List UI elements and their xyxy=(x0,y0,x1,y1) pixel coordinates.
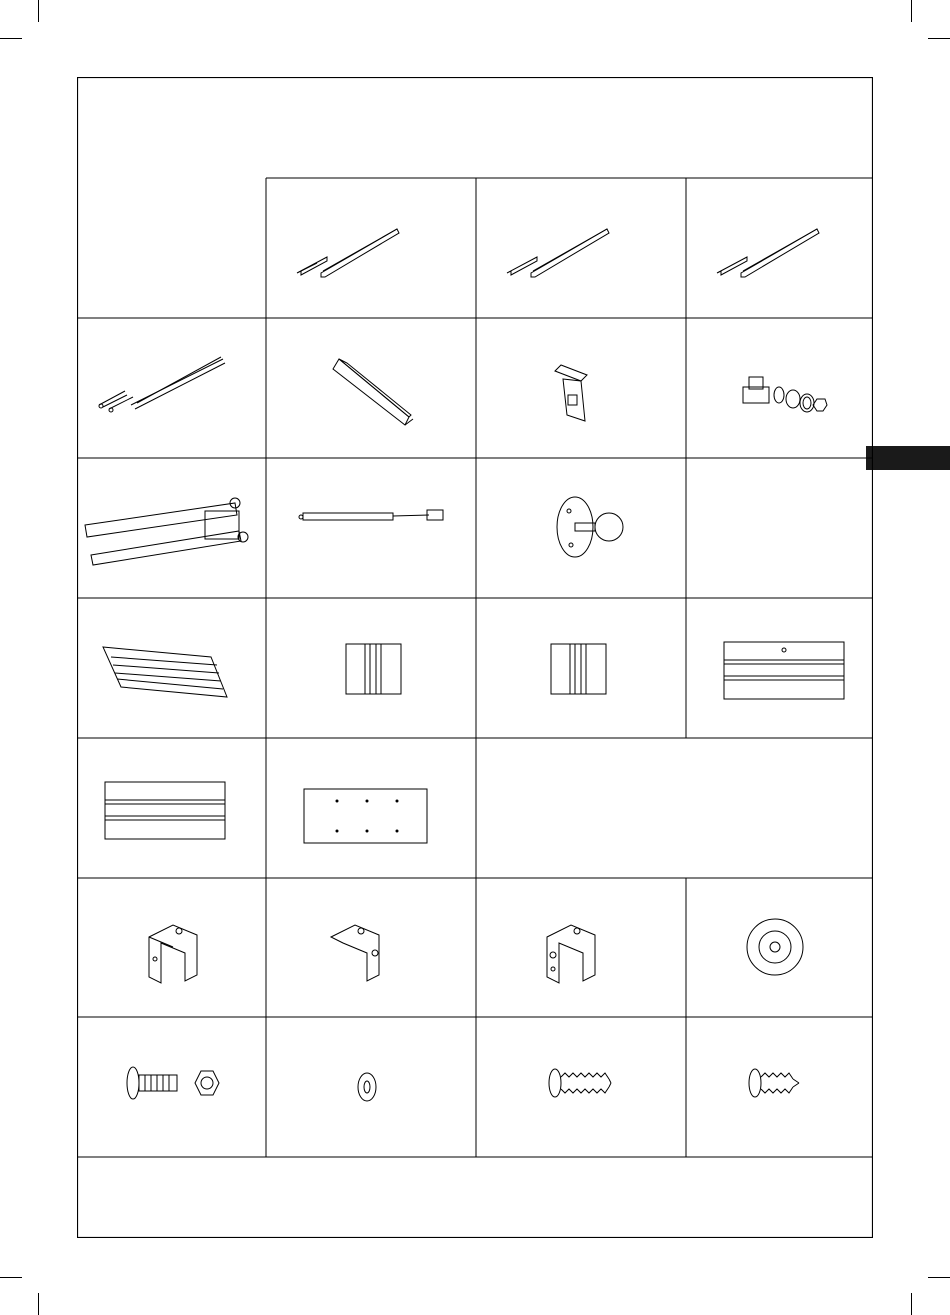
crop-mark xyxy=(38,0,39,22)
crop-mark xyxy=(38,1293,39,1315)
wide-panel-icon xyxy=(105,782,225,839)
long-screw-icon xyxy=(549,1069,611,1097)
ball-stud-icon xyxy=(557,497,623,557)
long-rod-set-icon xyxy=(99,357,225,412)
crop-mark xyxy=(0,38,22,39)
corner-block-icon xyxy=(331,925,379,981)
rail-pair-icon xyxy=(507,229,609,277)
perforated-plate-icon xyxy=(304,789,427,843)
gas-strut-icon xyxy=(299,510,443,520)
crop-mark xyxy=(0,1277,22,1278)
crop-mark xyxy=(928,38,950,39)
bolt-and-nut-icon xyxy=(127,1067,219,1099)
wide-panel-icon xyxy=(724,642,844,699)
crop-mark xyxy=(911,1293,912,1315)
crop-mark xyxy=(928,1277,950,1278)
lock-cylinder-set-icon xyxy=(743,377,827,412)
short-screw-icon xyxy=(749,1069,799,1097)
section-tab xyxy=(866,446,950,470)
rail-pair-icon xyxy=(297,229,399,277)
small-panel-icon xyxy=(346,644,401,694)
parts-sheet xyxy=(77,77,873,1238)
arm-link-icon xyxy=(85,498,248,565)
rail-pair-icon xyxy=(717,229,819,277)
small-panel-icon xyxy=(551,644,606,694)
angle-bracket-icon xyxy=(333,359,413,425)
washer-icon xyxy=(358,1073,376,1101)
latch-plate-icon xyxy=(555,365,587,421)
cap-knob-icon xyxy=(747,919,803,975)
corner-block-icon xyxy=(547,925,595,983)
parts-grid xyxy=(77,77,873,1238)
crop-mark xyxy=(911,0,912,22)
frame-panel-icon xyxy=(103,647,227,697)
corner-block-icon xyxy=(149,925,197,983)
